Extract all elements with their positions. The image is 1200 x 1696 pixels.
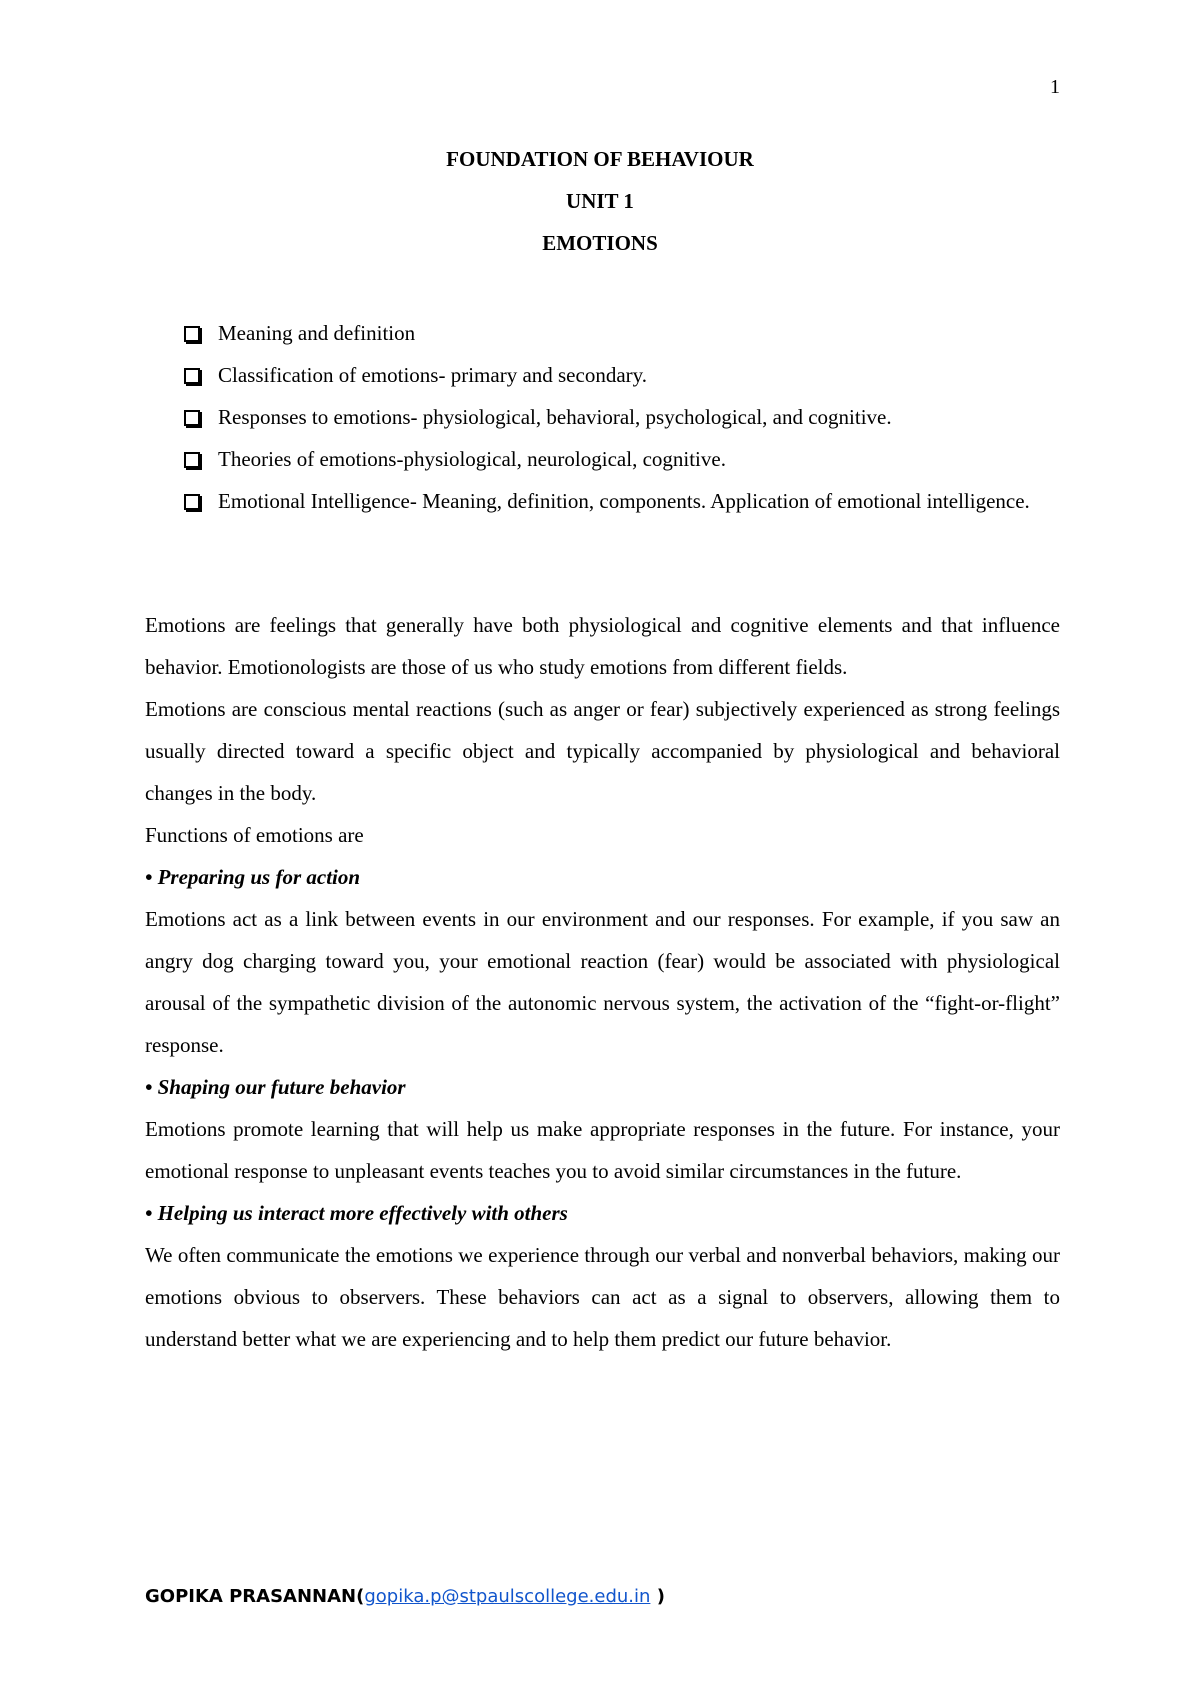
list-item (180, 480, 1060, 522)
function-text-action: Emotions act as a link between events in our environment and our responses. For example, if you saw an angry dog charging toward you, your emotional reaction (fear) would be associated with physiological arousal of the sympathetic division of the autonomic nervous system, the activation of the “fight-or-flight” response. (145, 907, 1060, 1057)
checkbox-bullet-icon (184, 494, 200, 510)
body-text (145, 604, 1060, 1360)
checkbox-bullet-icon (184, 410, 200, 426)
function-text-interact: We often communicate the emotions we experience through our verbal and nonverbal behaviors, making our emotions obvious to observers. These behaviors can act as a signal to observers, allowing them to understand better what we are experiencing and to help them predict our future behavior. (145, 1243, 1060, 1351)
list-item-text: Responses to emotions- physiological, behavioral, psychological, and cognitive. (218, 405, 892, 429)
list-item (180, 312, 1060, 354)
function-heading-future: • Shaping our future behavior (145, 1075, 406, 1099)
checkbox-bullet-icon (184, 326, 200, 342)
definition-paragraph: Emotions are conscious mental reactions (such as anger or fear) subjectively experienced as strong feelings usually directed toward a specific object and typically accompanied by physiological and behavioral changes in the body. (145, 697, 1060, 805)
title-block (0, 146, 1200, 272)
unit-title: UNIT 1 (566, 189, 634, 213)
list-item (180, 438, 1060, 480)
list-item (180, 354, 1060, 396)
list-item-text: Meaning and definition (218, 321, 416, 345)
checkbox-bullet-icon (184, 368, 200, 384)
page-footer (145, 1586, 665, 1607)
function-text-future: Emotions promote learning that will help us make appropriate responses in the future. For instance, your emotional response to unpleasant events teaches you to avoid similar circumstances in the future. (145, 1117, 1060, 1183)
function-heading-interact: • Helping us interact more effectively with others (145, 1201, 568, 1225)
footer-author: GOPIKA PRASANNAN( (145, 1586, 365, 1607)
list-item-text: Emotional Intelligence- Meaning, definition, components. Application of emotional intelligence. (218, 489, 1030, 513)
list-item-text: Theories of emotions-physiological, neurological, cognitive. (218, 447, 726, 471)
footer-close: ) (650, 1586, 665, 1607)
checkbox-bullet-icon (184, 452, 200, 468)
page-number: 1 (1050, 76, 1060, 98)
functions-intro: Functions of emotions are (145, 823, 364, 847)
function-heading-action: • Preparing us for action (145, 865, 361, 889)
intro-paragraph: Emotions are feelings that generally have both physiological and cognitive elements and that influence behavior. Emotionologists are those of us who study emotions from different fields. (145, 613, 1060, 679)
topic-title: EMOTIONS (542, 231, 658, 255)
list-item (180, 396, 1060, 438)
footer-email-link[interactable]: gopika.p@stpaulscollege.edu.in (364, 1586, 651, 1607)
course-title: FOUNDATION OF BEHAVIOUR (446, 147, 754, 171)
list-item-text: Classification of emotions- primary and secondary. (218, 363, 648, 387)
topic-checklist (180, 312, 1060, 522)
